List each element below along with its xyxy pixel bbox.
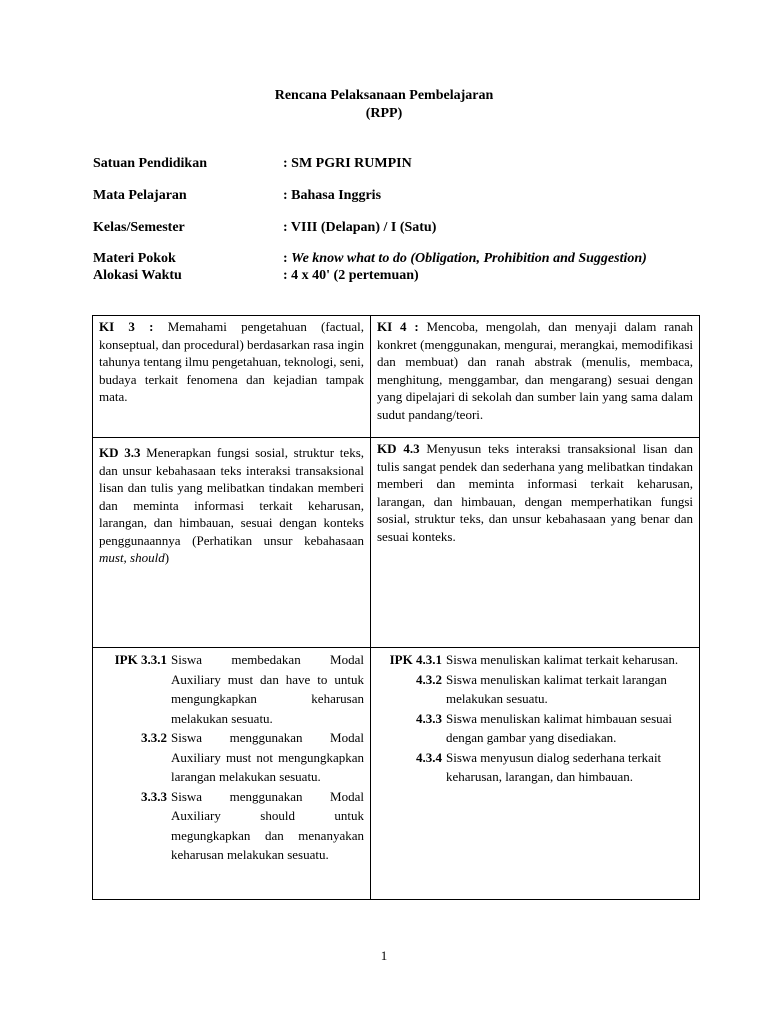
ipk-text: Siswa menyusun dialog sederhana terkait keharusan, larangan, dan himbauan.	[446, 749, 662, 784]
ipk3-cell	[93, 648, 371, 900]
ki3-text: Memahami pengetahuan (factual, konseptual, dan procedural) berdasarkan rasa ingin tahunya tentang ilmu pengetahuan, teknologi, seni, budaya terkait fenomena dan kejadian tampak mata.	[99, 319, 365, 404]
kd33-cell: KD 3.3 Menerapkan fungsi sosial, struktur teks, dan unsur kebahasaan teks interaksi transaksional lisan dan tulis yang melibatkan tindakan memberi dan meminta informasi terkait keharusan, larangan, dan himbauan, sesuai dengan konteks penggunaannya (Perhatikan unsur kebahasaan must, should)	[93, 438, 371, 648]
satuan-value: : SM PGRI RUMPIN	[283, 156, 412, 171]
kd43-label: KD 4.3	[377, 441, 420, 456]
ipk-number: IPK 4.3.1	[389, 652, 442, 667]
kd43-text: Menyusun teks interaksi transaksional lisan dan tulis sangat pendek dan sederhana yang melibatkan tindakan memberi dan meminta informasi terkait keharusan, larangan, dan himbauan, dengan memperhatikan fungsi sosial, struktur teks, dan unsur kebahasaan yang benar dan sesuai konteks.	[377, 441, 694, 544]
ipk4-list	[377, 650, 693, 787]
ki3-label: KI 3 :	[99, 319, 154, 334]
kd33-italic: must, should	[99, 550, 165, 565]
ki-row	[93, 316, 700, 438]
ipk-row	[93, 648, 700, 900]
mapel-value: : Bahasa Inggris	[283, 188, 382, 203]
ki4-label: KI 4 :	[377, 319, 419, 334]
ipk3-list	[99, 650, 364, 865]
alokasi-value: : 4 x 40' (2 pertemuan)	[283, 268, 419, 283]
document-title: Rencana Pelaksanaan Pembelajaran	[274, 88, 494, 103]
kelas-value: : VIII (Delapan) / I (Satu)	[283, 220, 437, 235]
document-subtitle: (RPP)	[365, 106, 403, 121]
kelas-label: Kelas/Semester	[93, 220, 185, 235]
ipk-number: 4.3.2	[416, 671, 442, 687]
materi-value: : We know what to do (Obligation, Prohibition and Suggestion)	[283, 251, 647, 266]
ipk-number: 4.3.4	[416, 749, 442, 765]
kd33-label: KD 3.3	[99, 445, 141, 460]
page-number: 1	[380, 948, 388, 963]
ipk-text: Siswa menggunakan Modal Auxiliary should untuk megungkapkan dan menanyakan keharusan melakukan sesuatu.	[171, 788, 364, 862]
materi-topic: We know what to do (Obligation, Prohibition and Suggestion)	[291, 251, 647, 266]
kd33-text: Menerapkan fungsi sosial, struktur teks, dan unsur kebahasaan teks interaksi transaksional lisan dan tulis yang melibatkan tindakan memberi dan meminta informasi terkait keharusan, larangan, dan himbauan, sesuai dengan konteks penggunaannya (Perhatikan unsur kebahasaan	[99, 445, 364, 548]
mapel-label: Mata Pelajaran	[93, 188, 187, 203]
materi-label: Materi Pokok	[93, 251, 176, 266]
ipk-text: Siswa menuliskan kalimat terkait keharusan.	[446, 652, 679, 667]
ipk-text: Siswa menggunakan Modal Auxiliary must not mengungkapkan larangan melakukan sesuatu.	[171, 730, 364, 784]
ipk-number: 4.3.3	[416, 710, 442, 726]
kd43-cell	[371, 438, 700, 648]
ki4-text: Mencoba, mengolah, dan menyaji dalam ranah konkret (menggunakan, mengurai, merangkai, memodifikasi dan membuat) dan ranah abstrak (menulis, membaca, menghitung, menggambar, dan mengarang) sesuai dengan yang dipelajari di sekolah dan sumber lain yang sama dalam sudut pandang/teori.	[377, 319, 694, 422]
ipk-number: 3.3.3	[141, 788, 167, 804]
ki4-cell	[371, 316, 700, 438]
competency-table	[92, 315, 700, 900]
ipk-text: Siswa menuliskan kalimat himbauan sesuai dengan gambar yang disediakan.	[446, 710, 673, 745]
alokasi-label: Alokasi Waktu	[93, 268, 182, 283]
kd-row	[93, 438, 700, 648]
satuan-label: Satuan Pendidikan	[93, 156, 207, 171]
ipk4-cell	[371, 648, 700, 900]
ipk-text: Siswa menuliskan kalimat terkait larangan melakukan sesuatu.	[446, 671, 667, 706]
ki3-cell	[93, 316, 371, 438]
ipk-number: 3.3.2	[141, 730, 167, 745]
ipk-text: Siswa membedakan Modal Auxiliary must dan have to untuk mengungkapkan keharusan melakukan sesuatu.	[171, 652, 364, 726]
ipk-number: IPK 3.3.1	[114, 652, 167, 667]
